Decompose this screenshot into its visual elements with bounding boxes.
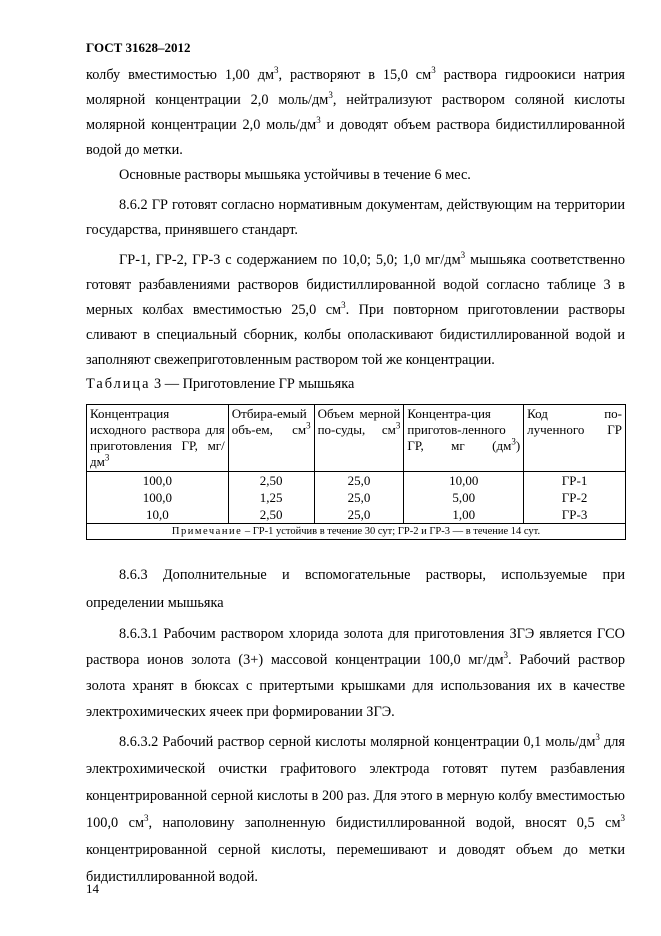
table-note-row [87,524,626,540]
table-caption: Таблица 3 — Приготовление ГР мышьяка [86,376,355,392]
table-header-row [87,405,626,472]
paragraph-6: 8.6.3.1 Рабочим раствором хлорида золота для приготовления ЗГЭ является ГСО раствора ионов золота (3+) массовой концентрации 100,0 $мг/дм^3$. Рабочий раствор золота хранят в бюксах с притертыми крышками для использования их в качестве электрохимических ячеек при формировании ЗГЭ. [86,626,625,720]
paragraph-3: 8.6.2 ГР готовят согласно нормативным документам, действующим на территории государства, принявшего стандарт. [86,197,625,238]
document-header: ГОСТ 31628–2012 [86,40,191,55]
header-cell-code: Код по-лученного ГР [524,405,626,472]
table-note: Примечание – ГР-1 устойчив в течение 30 сут; ГР-2 и ГР-3 — в течение 14 сут. [87,524,626,540]
header-cell-flask-volume: Объем мерной по-суды, $см^3$ [314,405,404,472]
text-block-bottom [86,561,625,891]
header-cell-concentration: Концентрация исходного раствора для приготовления ГР, $мг/дм^3$ [87,405,229,472]
text-block-top [86,63,625,373]
paragraph-4: ГР-1, ГР-2, ГР-3 с содержанием по 10,0; 5,0; 1,0 $мг/дм^3$ мышьяка соответственно готовят разбавлениями растворов бидистиллированной водой согласно таблице 3 в мерных колбах вместимостью 25,0 $см^3$. При повторном приготовлении растворы сливают в специальный сборник, колбы ополаскивают бидистиллированной водой и заполняют свежеприготовленным раствором той же концентрации. [86,250,625,368]
header-cell-concentration-prepared: Концентра-ция приготов-ленного ГР, мг $(дм^3)$ [404,405,524,472]
cell-concentration: 100,0 100,0 10,0 [87,472,229,524]
table-data-row [87,472,626,524]
paragraph-5: 8.6.3 Дополнительные и вспомогательные растворы, используемые при определении мышьяка [86,567,625,611]
cell-concentration-prepared: 10,00 5,00 1,00 [404,472,524,524]
page-number: 14 [86,881,99,896]
cell-code: ГР-1 ГР-2 ГР-3 [524,472,626,524]
cell-flask-volume: 25,0 25,0 25,0 [314,472,404,524]
cell-volume-taken: 2,50 1,25 2,50 [228,472,314,524]
paragraph-7: 8.6.3.2 Рабочий раствор серной кислоты молярной концентрации 0,1 моль/$дм^3$ для электрохимической очистки графитового электрода готовят путем разбавления концентрированной серной кислоты в 200 раз. Для этого в мерную колбу вместимостью 100,0 $см^3$, наполовину заполненную бидистиллированной водой, вносят 0,5 $см^3$ концентрированной серной кислоты, перемешивают и доводят объем до метки бидистиллированной водой. [86,732,626,885]
preparation-table [86,404,626,540]
paragraph-1: колбу вместимостью 1,00 $дм^3$, растворяют в 15,0 $см^3$ раствора гидроокиси натрия молярной концентрации 2,0 моль/$дм^3$, нейтрализуют раствором соляной кислоты молярной концентрации 2,0 моль/$дм^3$ и доводят объем раствора бидистиллированной водой до метки. [86,65,626,158]
paragraph-2: Основные растворы мышьяка устойчивы в течение 6 мес. [119,167,471,183]
header-cell-volume-taken: Отбира-емый объ-ем, $см^3$ [228,405,314,472]
